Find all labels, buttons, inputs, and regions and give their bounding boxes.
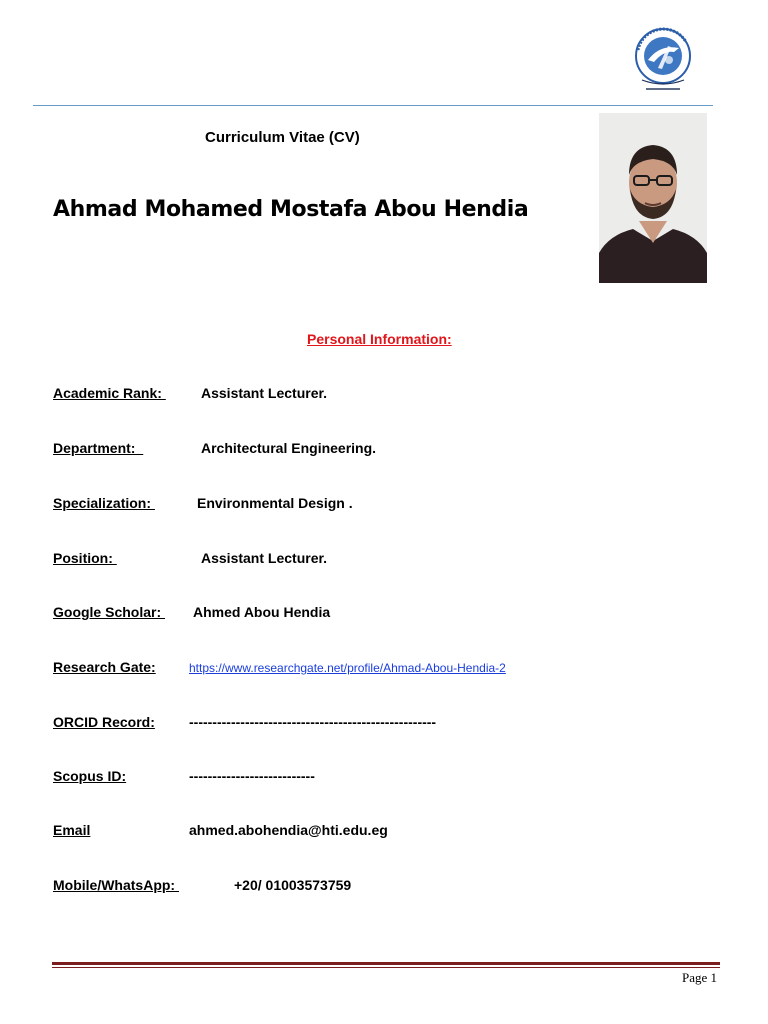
position-value: Assistant Lecturer.: [201, 550, 328, 566]
mobile-label: Mobile/WhatsApp:: [53, 877, 179, 893]
orcid-label: ORCID Record:: [53, 714, 155, 730]
department-label: Department:: [53, 440, 144, 456]
position-label: Position:: [53, 550, 117, 566]
research-gate-link[interactable]: https://www.researchgate.net/profile/Ahmad-Abou-Hendia-2: [189, 661, 506, 675]
footer-rule: [52, 962, 720, 965]
research-gate-label: Research Gate:: [53, 659, 156, 675]
page-number: Page 1: [682, 970, 718, 985]
google-scholar-value: Ahmed Abou Hendia: [193, 604, 331, 620]
cv-title: Curriculum Vitae (CV): [205, 129, 360, 146]
academic-rank-label: Academic Rank:: [53, 385, 166, 401]
profile-photo: [599, 113, 707, 283]
footer-rule-thin: [52, 967, 720, 968]
email-value: ahmed.abohendia@hti.edu.eg: [189, 822, 388, 838]
email-label: Email: [53, 822, 91, 838]
header-rule: [33, 105, 713, 106]
academic-rank-value: Assistant Lecturer.: [201, 385, 328, 401]
specialization-value: Environmental Design .: [197, 495, 353, 511]
orcid-value: -----------------------------------------------------: [189, 714, 437, 730]
institute-logo: [624, 22, 702, 100]
mobile-value: +20/ 01003573759: [234, 877, 352, 893]
personal-information-heading: Personal Information:: [307, 331, 452, 347]
specialization-label: Specialization:: [53, 495, 155, 511]
full-name: Ahmad Mohamed Mostafa Abou Hendia: [53, 197, 529, 222]
scopus-label: Scopus ID:: [53, 768, 127, 784]
department-value: Architectural Engineering.: [201, 440, 377, 456]
google-scholar-label: Google Scholar:: [53, 604, 166, 620]
scopus-value: ---------------------------: [189, 768, 315, 784]
